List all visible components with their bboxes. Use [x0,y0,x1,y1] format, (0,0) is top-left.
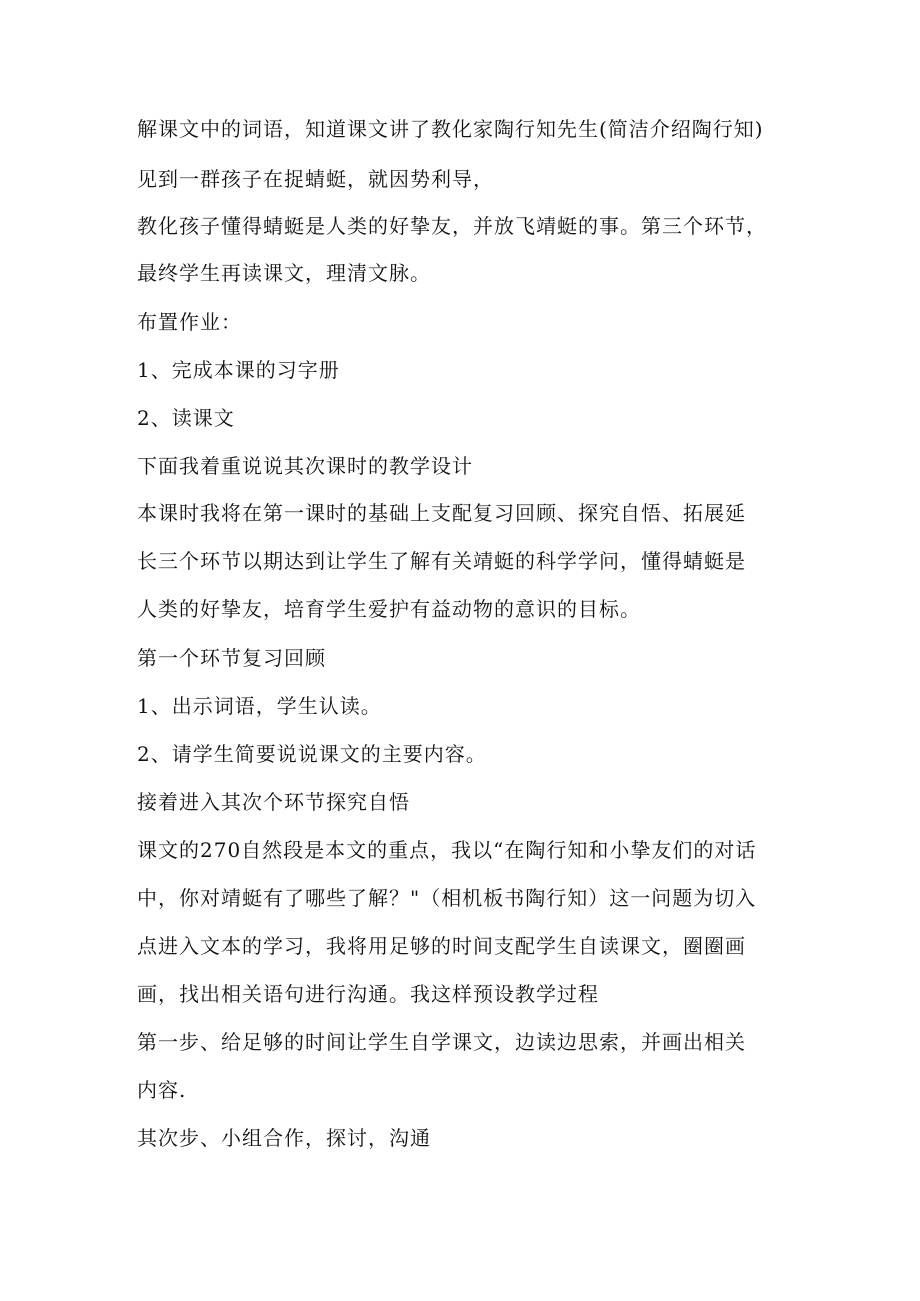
paragraph-line: 中，你对靖蜓有了哪些了解？"（相机板书陶行知）这一问题为切入 [137,886,757,910]
paragraph-line: 本课时我将在第一课时的基础上支配复习回顾、探究自悟、拓展延 [137,501,746,525]
paragraph-line: 解课文中的词语，知道课文讲了教化家陶行知先生(简洁介绍陶行知) [137,117,764,141]
paragraph-line: 教化孩子懂得蜻蜓是人类的好挚友，并放飞靖蜓的事。第三个环节， [137,214,767,238]
section-heading: 接着进入其次个环节探究自悟 [137,790,410,814]
paragraph-line: 长三个环节以期达到让学生了解有关靖蜓的科学学问，懂得蜻蜓是 [137,549,746,573]
paragraph-line: 其次步、小组合作，探讨，沟通 [137,1126,431,1150]
paragraph-line: 点进入文本的学习，我将用足够的时间支配学生自读课文，圈圈画 [137,934,746,958]
paragraph-line: 最终学生再读课文，理清文脉。 [137,261,431,285]
paragraph-line: 内容. [137,1078,187,1102]
section-heading: 第一个环节复习回顾 [137,646,326,670]
paragraph-line: 人类的好挚友，培育学生爱护有益动物的意识的目标。 [137,597,641,621]
paragraph-line: 见到一群孩子在捉蜻蜓，就因势利导， [137,167,494,191]
list-item: 2、读课文 [137,406,235,430]
section-heading: 下面我着重说说其次课时的教学设计 [137,454,473,478]
section-heading: 布置作业： [137,310,242,334]
list-item: 2、请学生简要说说课文的主要内容。 [137,742,487,766]
paragraph-line: 课文的270自然段是本文的重点，我以“在陶行知和小挚友们的对话 [137,838,757,862]
list-item: 1、完成本课的习字册 [137,358,340,382]
paragraph-line: 第一步、给足够的时间让学生自学课文，边读边思索，并画出相关 [137,1030,746,1054]
list-item: 1、出示词语，学生认读。 [137,694,382,718]
paragraph-line: 画，找出相关语句进行沟通。我这样预设教学过程 [137,982,599,1006]
